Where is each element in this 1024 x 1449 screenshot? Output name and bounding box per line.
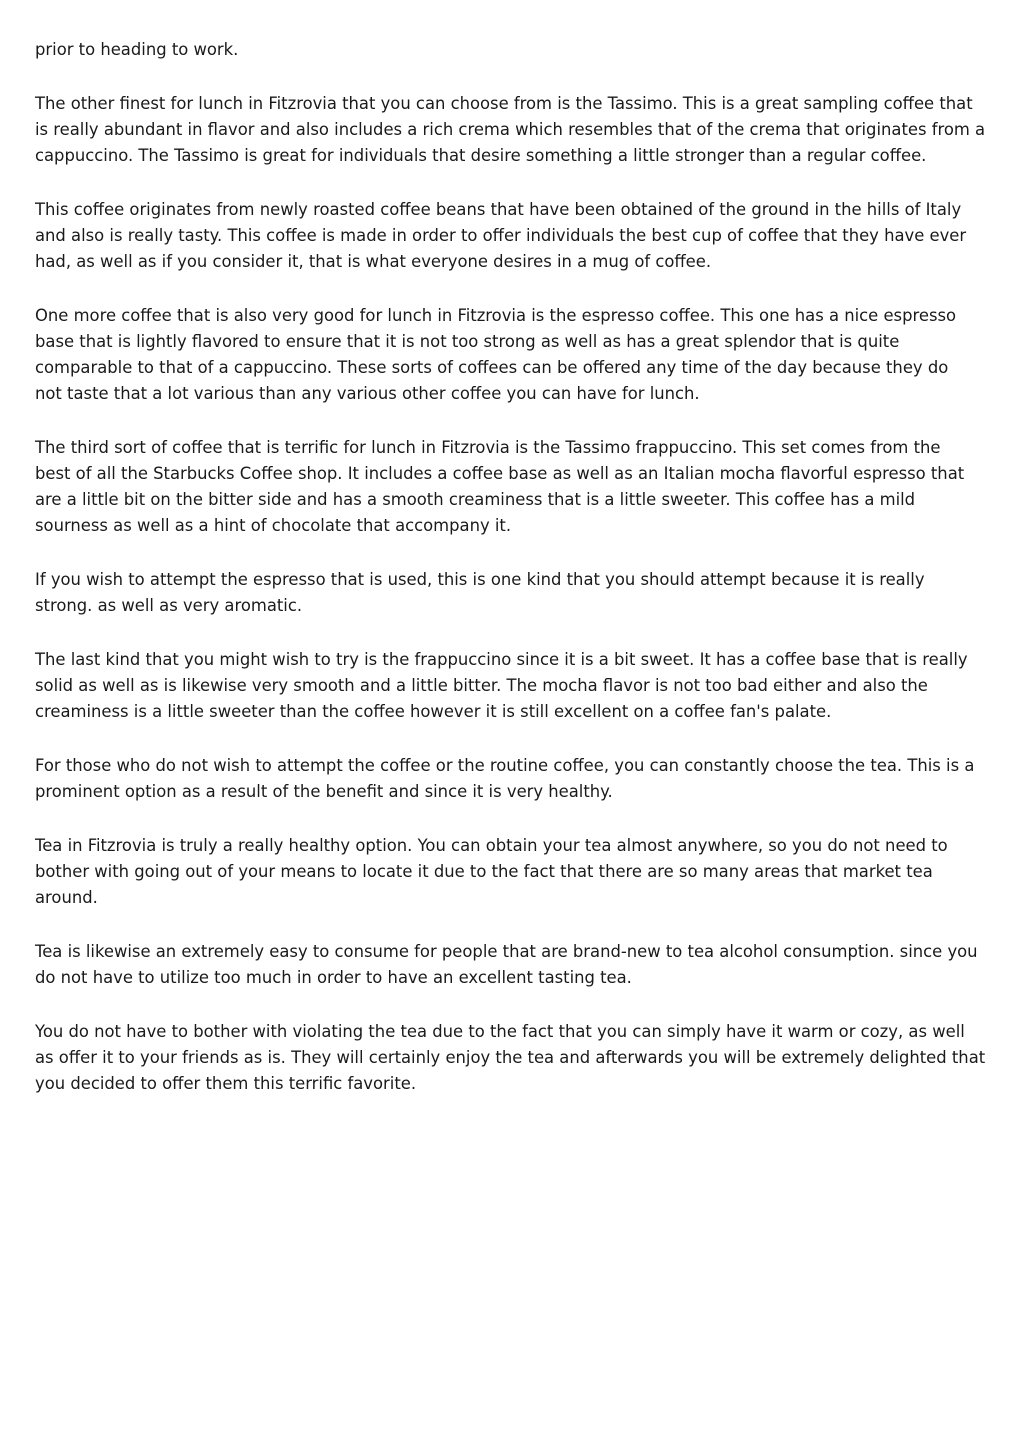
text-line: you decided to offer them this terrific favorite. xyxy=(35,1074,417,1093)
text-line: prior to heading to work. xyxy=(35,40,239,59)
text-line: around. xyxy=(35,888,98,907)
paragraph xyxy=(35,435,995,539)
text-line: strong. as well as very aromatic. xyxy=(35,596,303,615)
document-body xyxy=(35,37,995,1097)
text-line: are a little bit on the bitter side and has a smooth creaminess that is a little sweeter. This coffee has a mild xyxy=(35,490,916,509)
paragraph xyxy=(35,303,995,407)
paragraph xyxy=(35,753,995,805)
paragraph-spacer xyxy=(35,725,995,753)
paragraph xyxy=(35,91,995,169)
paragraph xyxy=(35,1019,995,1097)
paragraph-spacer xyxy=(35,407,995,435)
text-line: best of all the Starbucks Coffee shop. It includes a coffee base as well as an Italian mocha flavorful espresso that xyxy=(35,464,965,483)
text-line: solid as well as is likewise very smooth and a little bitter. The mocha flavor is not too bad either and also the xyxy=(35,676,928,695)
text-line: creaminess is a little sweeter than the coffee however it is still excellent on a coffee fan's palate. xyxy=(35,702,832,721)
text-line: You do not have to bother with violating the tea due to the fact that you can simply have it warm or cozy, as well xyxy=(35,1022,965,1041)
paragraph xyxy=(35,197,995,275)
text-line: is really abundant in flavor and also includes a rich crema which resembles that of the crema that originates from a xyxy=(35,120,986,139)
text-line: Tea in Fitzrovia is truly a really healthy option. You can obtain your tea almost anywhere, so you do not need to xyxy=(35,836,948,855)
paragraph-spacer xyxy=(35,805,995,833)
text-line: cappuccino. The Tassimo is great for individuals that desire something a little stronger than a regular coffee. xyxy=(35,146,927,165)
text-line: The last kind that you might wish to try is the frappuccino since it is a bit sweet. It has a coffee base that is really xyxy=(35,650,968,669)
paragraph xyxy=(35,37,995,63)
text-line: prominent option as a result of the benefit and since it is very healthy. xyxy=(35,782,613,801)
paragraph-spacer xyxy=(35,63,995,91)
text-line: sourness as well as a hint of chocolate that accompany it. xyxy=(35,516,512,535)
paragraph-spacer xyxy=(35,991,995,1019)
text-line: had, as well as if you consider it, that is what everyone desires in a mug of coffee. xyxy=(35,252,712,271)
text-line: comparable to that of a cappuccino. These sorts of coffees can be offered any time of the day because they do xyxy=(35,358,949,377)
text-line: The other finest for lunch in Fitzrovia that you can choose from is the Tassimo. This is a great sampling coffee that xyxy=(35,94,973,113)
text-line: The third sort of coffee that is terrific for lunch in Fitzrovia is the Tassimo frappuccino. This set comes from the xyxy=(35,438,941,457)
text-line: For those who do not wish to attempt the coffee or the routine coffee, you can constantly choose the tea. This is a xyxy=(35,756,975,775)
paragraph xyxy=(35,647,995,725)
paragraph xyxy=(35,939,995,991)
text-line: base that is lightly flavored to ensure that it is not too strong as well as has a great splendor that is quite xyxy=(35,332,900,351)
text-line: One more coffee that is also very good for lunch in Fitzrovia is the espresso coffee. This one has a nice espresso xyxy=(35,306,957,325)
paragraph-spacer xyxy=(35,169,995,197)
text-line: If you wish to attempt the espresso that is used, this is one kind that you should attempt because it is really xyxy=(35,570,925,589)
paragraph-spacer xyxy=(35,619,995,647)
text-line: Tea is likewise an extremely easy to consume for people that are brand-new to tea alcohol consumption. since you xyxy=(35,942,978,961)
paragraph-spacer xyxy=(35,911,995,939)
text-line: as offer it to your friends as is. They will certainly enjoy the tea and afterwards you will be extremely delighted that xyxy=(35,1048,986,1067)
paragraph-spacer xyxy=(35,539,995,567)
paragraph xyxy=(35,833,995,911)
text-line: bother with going out of your means to locate it due to the fact that there are so many areas that market tea xyxy=(35,862,933,881)
paragraph xyxy=(35,567,995,619)
text-line: not taste that a lot various than any various other coffee you can have for lunch. xyxy=(35,384,700,403)
paragraph-spacer xyxy=(35,275,995,303)
text-line: This coffee originates from newly roasted coffee beans that have been obtained of the ground in the hills of Italy xyxy=(35,200,962,219)
text-line: do not have to utilize too much in order to have an excellent tasting tea. xyxy=(35,968,632,987)
text-line: and also is really tasty. This coffee is made in order to offer individuals the best cup of coffee that they have ever xyxy=(35,226,967,245)
